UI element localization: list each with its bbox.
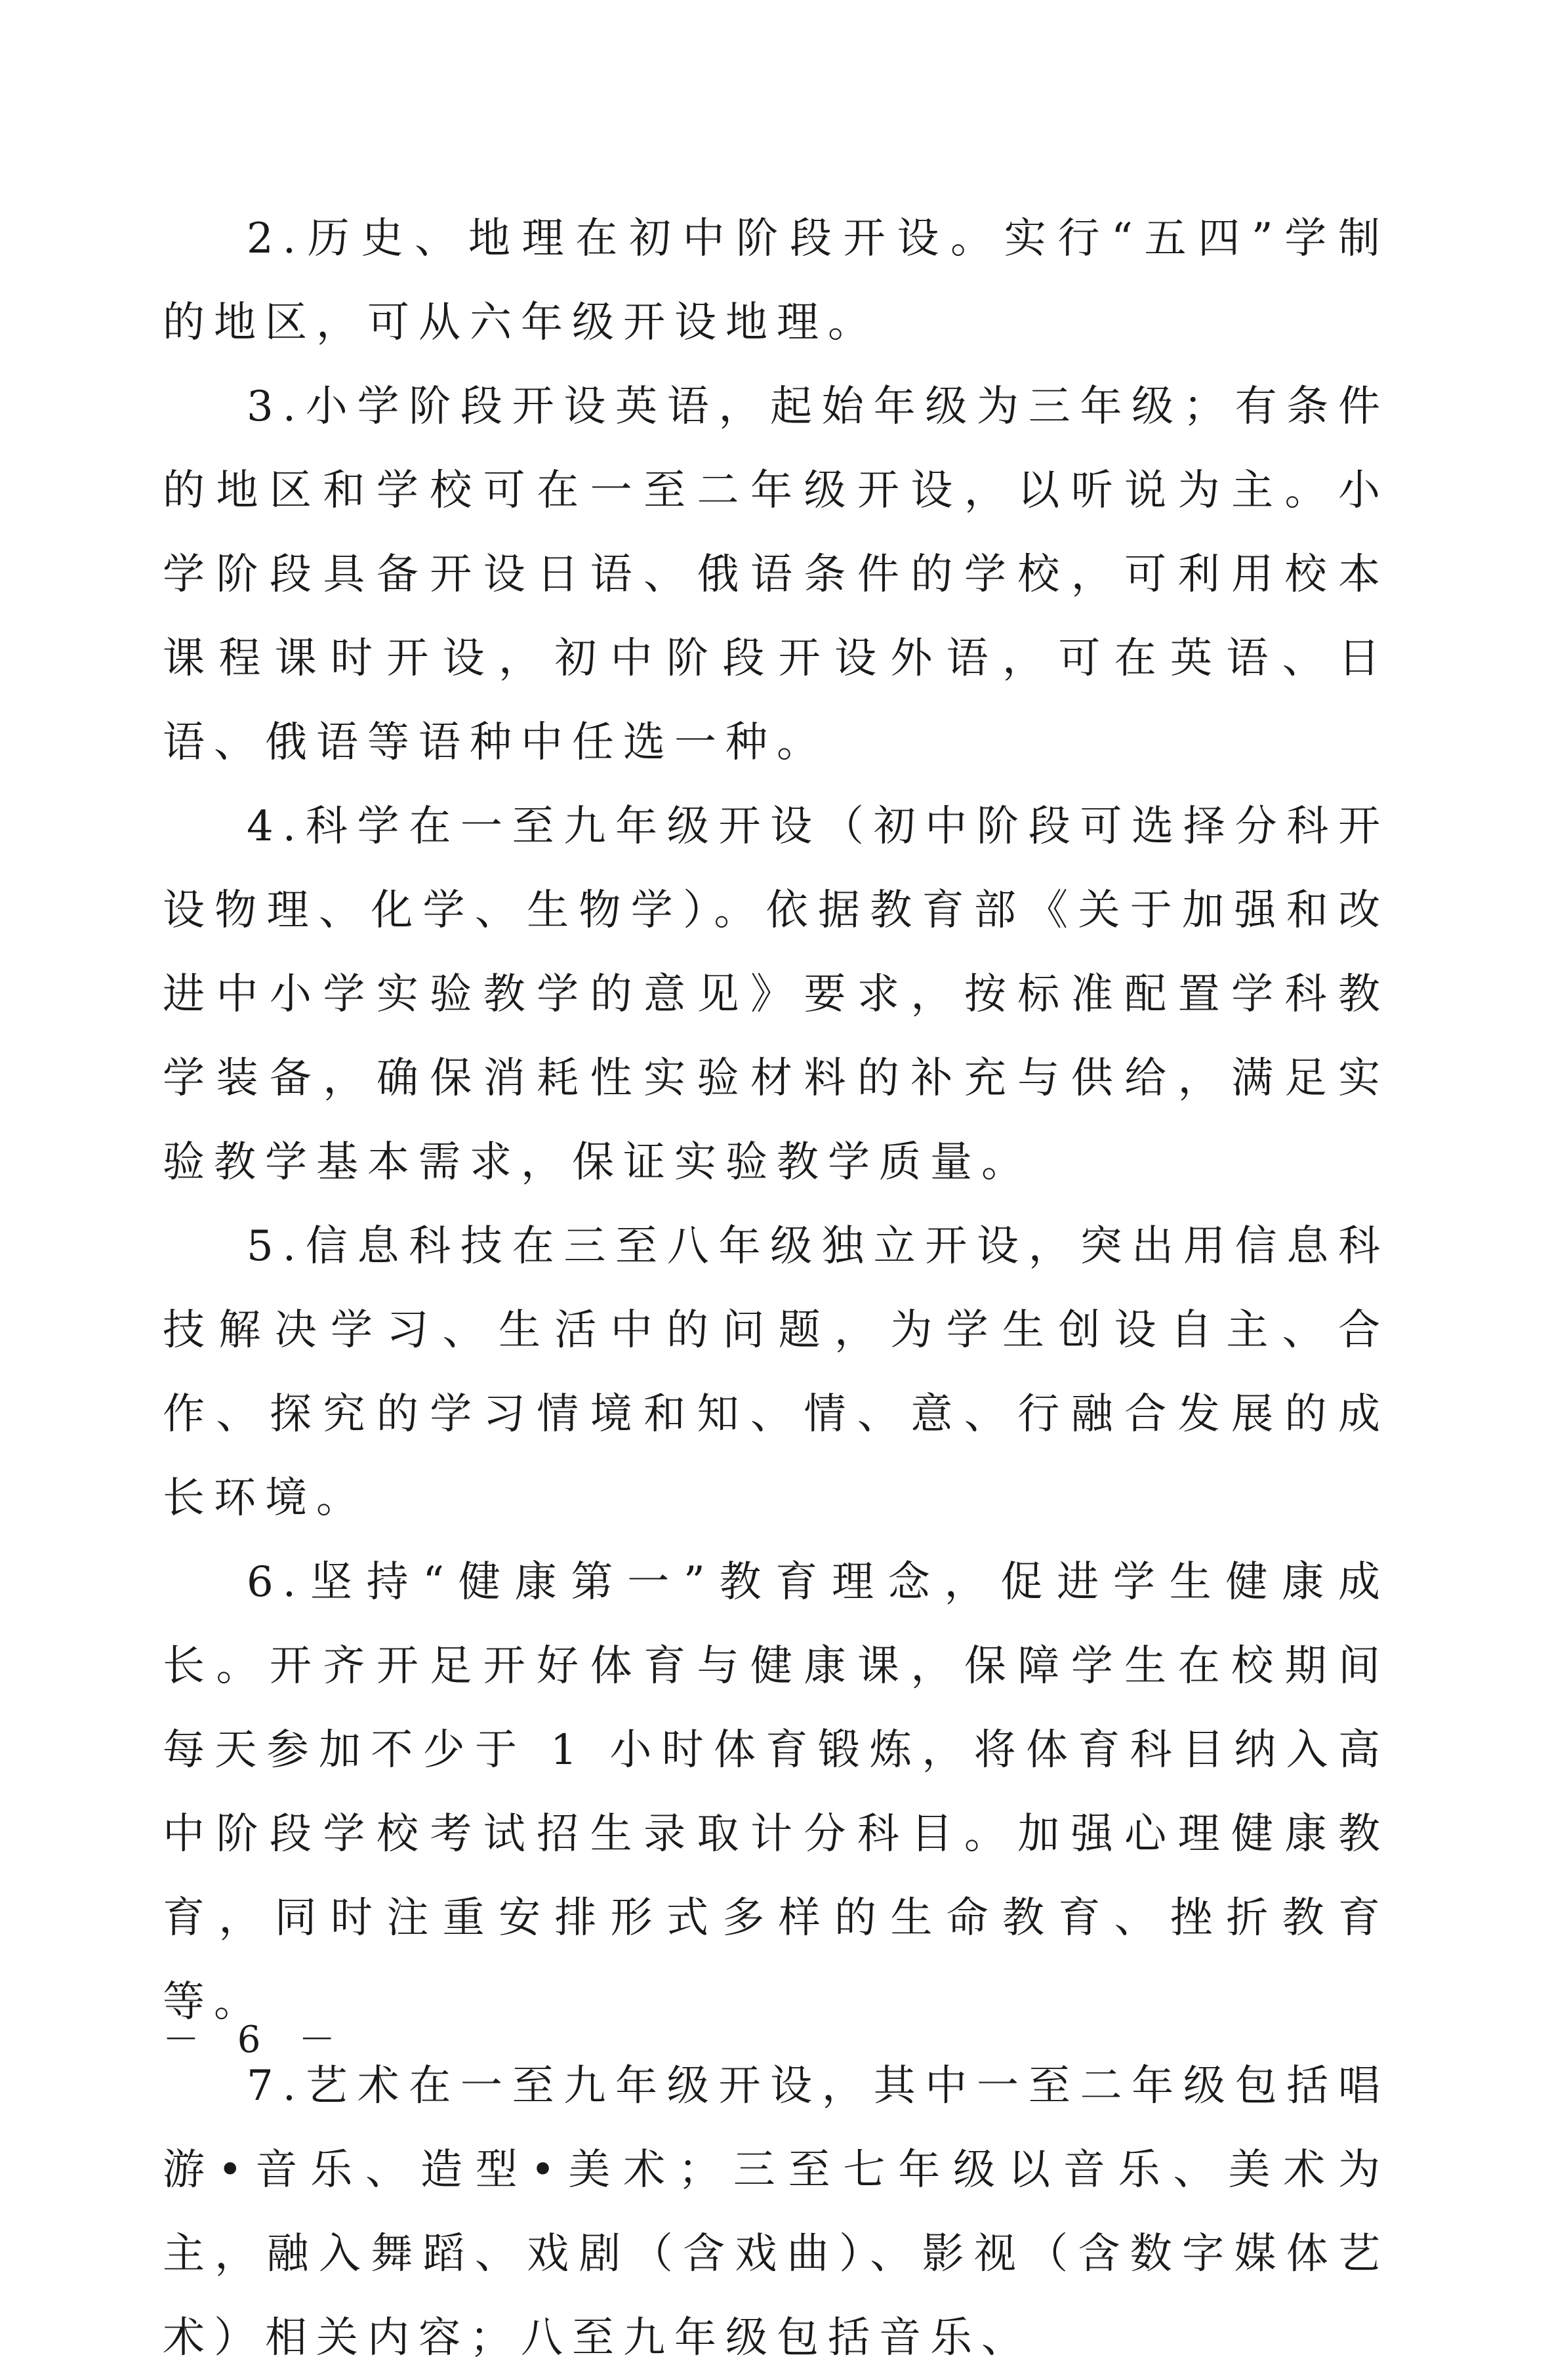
page-number: － 6 － xyxy=(163,2019,349,2061)
paragraph-physical-health: 6.坚持“健康第一”教育理念，促进学生健康成长。开齐开足开好体育与健康课，保障学生在校期间每天参加不少于 1 小时体育锻炼，将体育科目纳入高中阶段学校考试招生录取计分科目。加强心理健康教育，同时注重安排形式多样的生命教育、挫折教育等。 xyxy=(163,1558,1389,2026)
paragraph-science: 4.科学在一至九年级开设（初中阶段可选择分科开设物理、化学、生物学）。依据教育部《关于加强和改进中小学实验教学的意见》要求，按标准配置学科教学装备，确保消耗性实验材料的补充与供给，满足实验教学基本需求，保证实验教学质量。 xyxy=(163,802,1389,1187)
paragraph-foreign-language: 3.小学阶段开设英语，起始年级为三年级；有条件的地区和学校可在一至二年级开设，以听说为主。小学阶段具备开设日语、俄语条件的学校，可利用校本课程课时开设，初中阶段开设外语，可在英语、日语、俄语等语种中任选一种。 xyxy=(163,382,1389,767)
paragraph-information-technology: 5.信息科技在三至八年级独立开设，突出用信息科技解决学习、生活中的问题，为学生创设自主、合作、探究的学习情境和知、情、意、行融合发展的成长环境。 xyxy=(163,1222,1389,1523)
paragraph-arts: 7.艺术在一至九年级开设，其中一至二年级包括唱游•音乐、造型•美术；三至七年级以音乐、美术为主，融入舞蹈、戏剧（含戏曲）、影视（含数字媒体艺术）相关内容；八至九年级包括音乐、 xyxy=(163,2062,1389,2362)
paragraph-history-geography: 2.历史、地理在初中阶段开设。实行“五四”学制的地区，可从六年级开设地理。 xyxy=(163,215,1389,347)
